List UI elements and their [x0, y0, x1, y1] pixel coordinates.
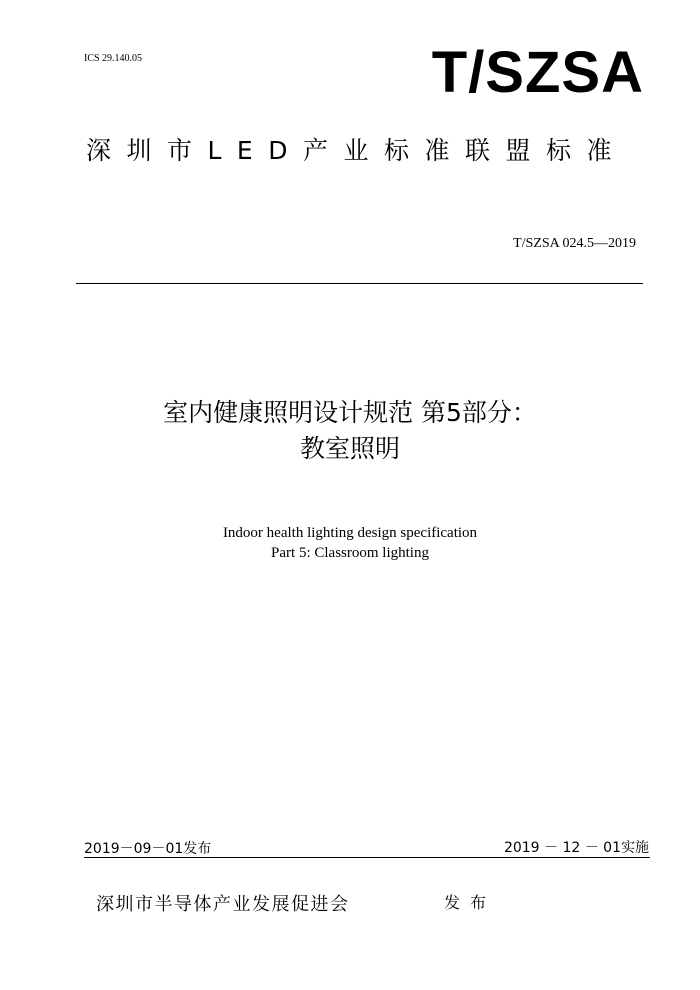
issuing-organization: 深圳市半导体产业发展促进会 — [96, 894, 350, 915]
ics-number: ICS 29.140.05 — [84, 53, 143, 64]
english-title-line-2: Part 5: Classroom lighting — [271, 545, 429, 561]
publish-date: 2019－09－01发布 — [84, 841, 212, 857]
top-divider — [76, 283, 643, 284]
alliance-name: 深圳市LED产业标准联盟标准 — [86, 136, 627, 165]
standard-code-logo: T/SZSA — [431, 40, 644, 105]
chinese-title — [0, 395, 700, 467]
implement-date: 2019 － 12 － 01实施 — [503, 840, 649, 856]
issue-label: 发布 — [444, 893, 497, 912]
english-title — [0, 523, 700, 563]
chinese-title-line-2: 教室照明 — [299, 434, 400, 463]
chinese-title-line-1: 室内健康照明设计规范 第5部分： — [163, 398, 537, 427]
english-title-line-1: Indoor health lighting design specification — [222, 525, 478, 541]
bottom-divider — [84, 857, 650, 858]
document-number: T/SZSA 024.5—2019 — [513, 236, 636, 251]
